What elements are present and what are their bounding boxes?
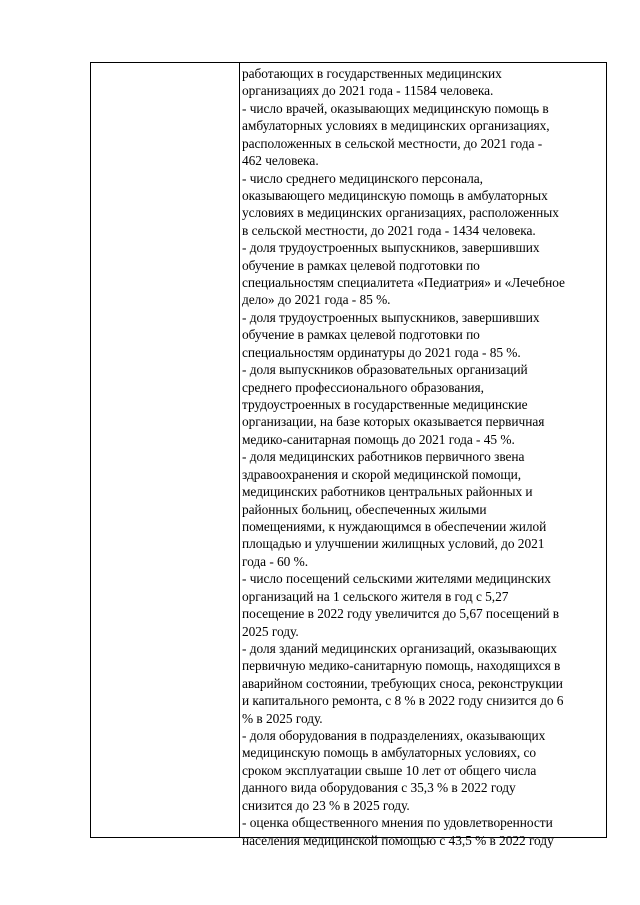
text-line: сроком эксплуатации свыше 10 лет от общего числа (242, 762, 537, 778)
text-line: года - 60 %. (242, 553, 309, 569)
text-line: - доля медицинских работников первичного звена (242, 449, 525, 465)
text-line: обучение в рамках целевой подготовки по (242, 327, 480, 343)
text-line: оказывающего медицинскую помощь в амбулаторных (242, 187, 548, 203)
text-line: - доля выпускников образовательных организаций (242, 362, 528, 378)
text-line: аварийном состоянии, требующих сноса, реконструкции (242, 675, 563, 691)
text-line: данного вида оборудования с 35,3 % в 2022 году (242, 780, 516, 796)
text-line: медицинскую помощь в амбулаторных условиях, со (242, 745, 537, 761)
text-line: - число среднего медицинского персонала, (242, 170, 483, 186)
text-line: организациях до 2021 года - 11584 человека. (242, 83, 494, 99)
text-line: организации, на базе которых оказывается первичная (242, 414, 545, 430)
table-right-cell (240, 63, 606, 848)
text-line: - доля зданий медицинских организаций, оказывающих (242, 640, 557, 656)
text-line: здравоохранения и скорой медицинской помощи, (242, 466, 522, 482)
text-line: расположенных в сельской местности, до 2021 года - (242, 135, 543, 151)
document-table (90, 62, 607, 848)
text-line: - доля трудоустроенных выпускников, завершивших (242, 240, 540, 256)
text-line: в сельской местности, до 2021 года - 1434 человека. (242, 222, 536, 238)
text-line: % в 2025 году. (242, 710, 323, 726)
text-line: 2025 году. (242, 623, 299, 639)
text-line: помещениями, к нуждающимся в обеспечении жилой (242, 518, 547, 534)
text-line: районных больниц, обеспеченных жилыми (242, 501, 487, 517)
text-line: организаций на 1 сельского жителя в год с 5,27 (242, 588, 509, 604)
text-line: 462 человека. (242, 153, 319, 169)
text-line: дело» до 2021 года - 85 %. (242, 292, 391, 308)
text-line: медико-санитарная помощь до 2021 года - 45 %. (242, 431, 515, 447)
text-line: населения медицинской помощью с 43,5 % в 2022 году (242, 832, 554, 848)
text-line: - доля трудоустроенных выпускников, завершивших (242, 309, 540, 325)
table-left-cell (91, 63, 240, 837)
text-line: специальностям специалитета «Педиатрия» и «Лечебное (242, 275, 565, 291)
text-line: обучение в рамках целевой подготовки по (242, 257, 480, 273)
text-line: - доля оборудования в подразделениях, оказывающих (242, 728, 546, 744)
text-line: среднего профессионального образования, (242, 379, 484, 395)
text-line: трудоустроенных в государственные медицинские (242, 397, 528, 413)
text-line: - число врачей, оказывающих медицинскую помощь в (242, 100, 549, 116)
text-line: работающих в государственных медицинских (242, 66, 502, 81)
text-line: посещение в 2022 году увеличится до 5,67 посещений в (242, 606, 560, 622)
text-line: амбулаторных условиях в медицинских организациях, (242, 118, 550, 134)
text-line: - оценка общественного мнения по удовлетворенности (242, 815, 553, 831)
text-line: - число посещений сельскими жителями медицинских (242, 571, 551, 587)
text-line: условиях в медицинских организациях, расположенных (242, 205, 559, 221)
text-line: площадью и улучшении жилищных условий, до 2021 (242, 536, 545, 552)
text-line: снизится до 23 % в 2025 году. (242, 797, 410, 813)
text-line: первичную медико-санитарную помощь, находящихся в (242, 658, 561, 674)
text-line: специальностям ординатуры до 2021 года - 85 %. (242, 344, 521, 360)
text-line: медицинских работников центральных районных и (242, 484, 533, 500)
text-line: и капитального ремонта, с 8 % в 2022 году снизится до 6 (242, 693, 564, 709)
